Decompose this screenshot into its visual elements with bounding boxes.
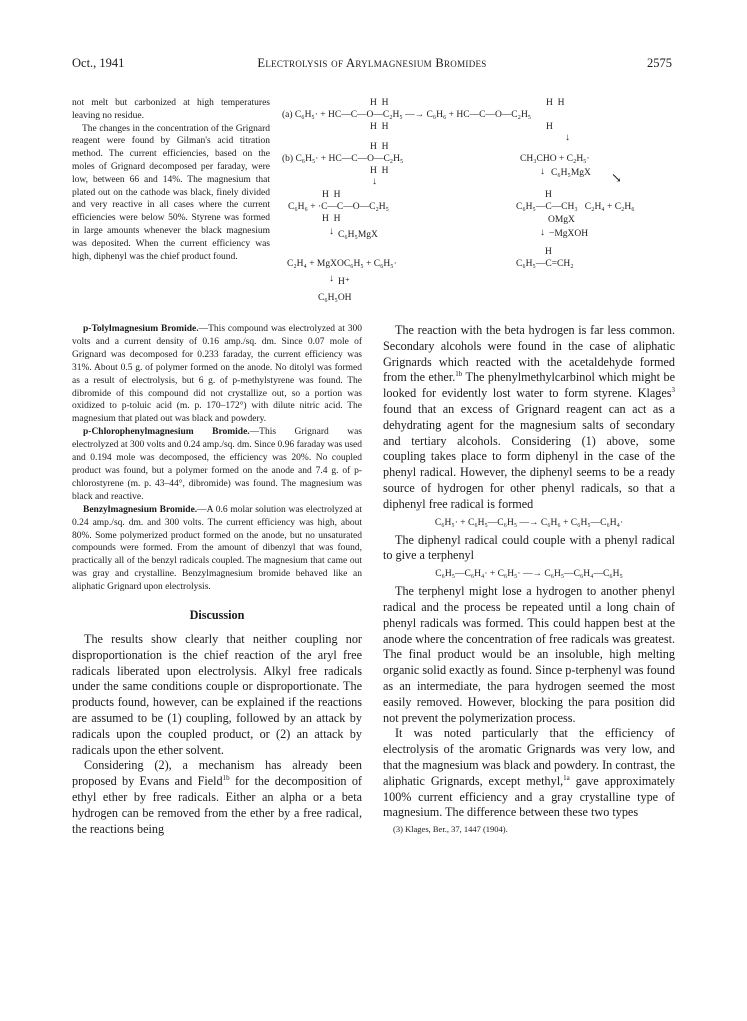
eq-a-top-h: H H	[370, 98, 389, 108]
eq-b-top-h: H H	[370, 142, 389, 152]
reaction-terphenyl: C₆H₅—C₆H₄· + C₆H₅· —→ C₆H₅—C₆H₄—C₆H₅	[435, 569, 623, 580]
citation-3: 3	[671, 386, 675, 395]
right-column	[383, 323, 675, 835]
reaction-diphenyl-radical: C₆H₅· + C₆H₅—C₆H₅ —→ C₆H₆ + C₆H₅—C₆H₄·	[434, 517, 624, 528]
paragraph-chlorophenyl	[72, 426, 362, 503]
eq-a-main: (a) C₆H₅· + HC—C—O—C₂H₅ —→ C₆H₆ + HC—C—O—C₂H₅	[282, 110, 532, 120]
eq-b-right-product-3-h: H	[545, 247, 552, 257]
paragraph-tolyl	[72, 323, 362, 426]
eq-d-main: C₂H₄ + MgXOC₆H₅ + C₆H₅·	[287, 259, 397, 269]
right-paragraph-4: It was noted particularly that the efficiency of electrolysis of the aromatic Grignards was very low, and that the magnesium was black and powdery. In contrast, the aliphatic Grignards, except methyl,$^{1a}$ gave approximately 100% current efficiency and a gray crystalline type of magnesium. The difference between these two types	[383, 726, 675, 820]
discussion-paragraph-2: Considering (2), a mechanism has already been proposed by Evans and Field$^{1b}$ for the decomposition of ethyl ether by free radicals. Either an alpha or a beta hydrogen can be removed from the ether by a free radical, the reactions being	[72, 758, 362, 836]
heading-chlorophenyl: p-Chlorophenylmagnesium Bromide.	[83, 427, 250, 438]
eq-b-right-loss: −MgXOH	[549, 229, 589, 239]
eq-d-product: C₆H₅OH	[318, 293, 352, 303]
citation-1b: 1b	[455, 370, 463, 379]
eq-d-down-arrow: ↓	[329, 273, 334, 284]
eq-a-down-arrow: ↓	[565, 132, 570, 143]
page-number: 2575	[647, 56, 672, 70]
eq-b-down-arrow: ↓	[372, 176, 377, 187]
running-header	[72, 56, 672, 72]
right-paragraph-2: The diphenyl radical could couple with a phenyl radical to give a terphenyl	[383, 532, 675, 563]
eq-b-right-product-2-h: H	[545, 190, 552, 200]
eq-a-right-bottom-h: H	[546, 122, 553, 132]
eq-b-right-down-arrow: ↓	[540, 166, 545, 177]
eq-b-right-product-3: C₆H₅—C=CH₂	[516, 259, 574, 269]
eq-b-bottom-h: H H	[370, 166, 389, 176]
eq-b-right-reagent: C₆H₅MgX	[551, 168, 591, 178]
footnote-3: (3) Klages, Ber., 37, 1447 (1904).	[393, 824, 508, 835]
eq-b-right-diagonal-arrow: ↘	[611, 170, 622, 185]
right-paragraph-1: The reaction with the beta hydrogen is far less common. Secondary alcohols were found in the case of aliphatic Grignards which reacted with the acetaldehyde formed from the ether.$^{1b}$ The phenylmethylcarbinol which might be looked for evidently lost water to form styrene. Klages$^3$ found that an excess of Grignard reagent can act as a dehydrating agent for the magnesium salts of secondary and tertiary alcohols. Considering (1) above, some coupling takes place to form diphenyl in the case of the phenyl radical. However, the diphenyl seems to be a ready source of hydrogen for other phenyl radicals, so that a diphenyl free radical is formed	[383, 323, 675, 511]
paragraph-benzyl	[72, 504, 362, 594]
heading-benzyl: Benzylmagnesium Bromide.	[83, 504, 198, 515]
eq-c-down-arrow: ↓	[329, 226, 334, 237]
eq-b-right-product-2: C₆H₅—C—CH₃ C₂H₄ + C₂H₆	[516, 202, 635, 212]
running-title: Electrolysis of Arylmagnesium Bromides	[257, 56, 487, 70]
issue-date: Oct., 1941	[72, 56, 125, 70]
right-paragraph-3: The terphenyl might lose a hydrogen to another phenyl radical and the process be repeated until a long chain of phenyl radicals was formed. This could happen best at the anode where the concentration of free radicals was greatest. The final product would be an insoluble, high melting organic solid exactly as found. Since p-terphenyl was found as an intermediate, the para hydrogen seemed the most easily removed. However, blocking the para position did not prevent the polymerization process.	[383, 584, 675, 725]
eq-b-main: (b) C₆H₅· + HC—C—O—C₂H₅	[282, 154, 404, 164]
left-column	[72, 323, 362, 837]
section-heading-discussion: Discussion	[189, 608, 245, 623]
intro-column	[72, 97, 270, 263]
eq-a-right-top-h: H H	[546, 98, 565, 108]
eq-b-right-omgx: OMgX	[548, 215, 575, 225]
citation-1b: 1b	[222, 774, 230, 783]
intro-paragraph-2: The changes in the concentration of the Grignard reagent were found by Gilman's acid titration method. The current efficiencies, based on the moles of Grignard decomposed per faraday, were low, between 66 and 14%. The magnesium that plated out on the cathode was black, finely divided and very reactive in all cases where the current efficiencies were below 50%. Styrene was formed in large amounts whenever the black magnesium was deposited. When the current efficiency was high, diphenyl was the chief product found.	[72, 123, 270, 262]
eq-c-reagent: C₆H₅MgX	[338, 230, 378, 240]
eq-b-right-down-arrow-2: ↓	[540, 227, 545, 238]
eq-b-right-product-1: CH₃CHO + C₂H₅·	[520, 154, 590, 164]
eq-c-main: C₆H₆ + ·C—C—O—C₂H₅	[288, 202, 389, 212]
eq-d-reagent: H⁺	[338, 277, 350, 287]
citation-1a: 1a	[563, 773, 570, 782]
discussion-paragraph-1: The results show clearly that neither coupling nor disproportionation is the chief reaction of the aryl free radicals liberated upon electrolysis. Alkyl free radicals under the same conditions couple or disproportionate. The products found, however, can be explained if the reactions are assumed to be (1) coupling, followed by an attack by radicals upon the coupled product, or (2) an attack by radicals upon the ether solvent.	[72, 632, 362, 757]
text-chlorophenyl: —This Grignard was electrolyzed at 300 volts and 0.24 amp./sq. dm. Since 0.96 faraday was used and 0.194 mole was decomposed, the efficiency was 20%. No coupled product was found, but a polymer formed on the anode and 7.4 g. of p-chlorostyrene (m. p. 43–44°, dibromide) was found. The magnesium was black and reactive.	[72, 427, 362, 502]
text-benzyl: —A 0.6 molar solution was electrolyzed at 0.24 amp./sq. dm. and 300 volts. The current efficiency was high, about 80%. Some polymerized product formed on the anode, but no unsaturated compounds were formed. From the amount of dibenzyl that was found, practically all of the benzyl radicals coupled. The magnesium that came out was gray and crystalline. Benzylmagnesium bromide behaved like an aliphatic Grignard upon electrolysis.	[72, 504, 363, 593]
intro-paragraph-1: not melt but carbonized at high temperatures leaving no residue.	[72, 98, 270, 121]
heading-tolyl: p-Tolylmagnesium Bromide.	[83, 324, 199, 334]
eq-c-bottom-h: H H	[322, 214, 341, 224]
eq-a-bottom-h: H H	[370, 122, 389, 132]
text-tolyl: —This compound was electrolyzed at 300 volts and a current density of 0.16 amp./sq. dm. Since 0.07 mole of Grignard was decomposed for 0.233 faraday, the current efficiency was 31%. About 0.5 g. of polymer formed on the anode. No ditolyl was formed as a result of electrolysis, but 6 g. of p-methylstyrene was found. The dibromide of this compound did not crystallize out, so a portion was oxidized to p-toluic acid (m. p. 170–172°) with dilute nitric acid. The magnesium that plated out was black and powdery.	[72, 324, 362, 425]
eq-c-top-h: H H	[322, 190, 341, 200]
